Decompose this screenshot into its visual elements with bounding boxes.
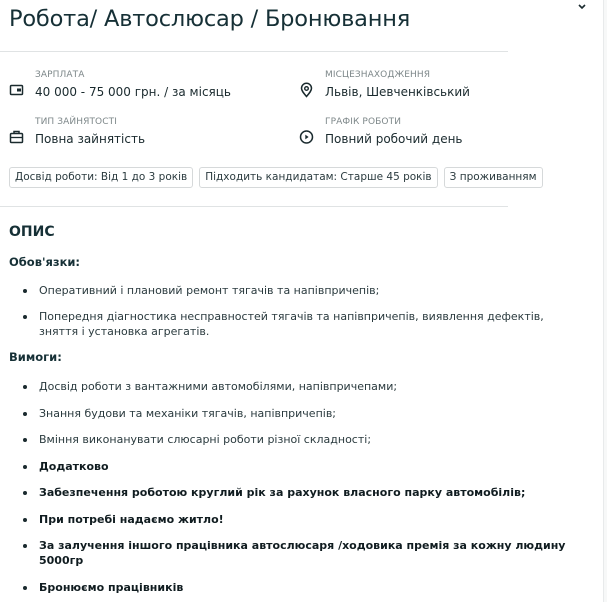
list-item: Додатково — [22, 459, 582, 474]
location-pin-icon — [299, 82, 315, 98]
divider — [0, 51, 508, 52]
tag-list — [9, 167, 543, 188]
chevron-down-icon[interactable] — [577, 0, 587, 4]
play-circle-icon — [299, 129, 315, 145]
location-info — [299, 70, 470, 100]
salary-value: 40 000 - 75 000 грн. / за місяць — [35, 85, 231, 99]
list-item: Знання будови та механіки тягачів, напівпричепів; — [22, 406, 582, 421]
list-item: Попередня діагностика несправностей тягачів та напівпричепів, виявлення дефектів, зняття і установка агрегатів. — [22, 309, 582, 339]
tag-candidates: Підходить кандидатам: Старше 45 років — [199, 167, 437, 188]
requirements-heading: Вимоги: — [9, 350, 62, 364]
wallet-icon — [9, 82, 25, 98]
schedule-label: ГРАФІК РОБОТИ — [325, 117, 402, 127]
description-title: ОПИС — [9, 224, 55, 240]
list-item: Бронюємо працівників — [22, 580, 582, 595]
divider — [0, 206, 508, 207]
briefcase-icon — [9, 129, 25, 145]
list-item: При потребі надаємо житло! — [22, 512, 582, 527]
list-item: За залучення іншого працівника автослюсаря /ходовика премія за кожну людину 5000гр — [22, 538, 582, 568]
salary-info — [9, 70, 231, 100]
employment-type-label: ТИП ЗАЙНЯТОСТІ — [35, 117, 117, 127]
duties-heading: Обов'язки: — [9, 255, 81, 269]
schedule-info — [299, 117, 463, 147]
list-item: Досвід роботи з вантажними автомобілями, напівпричепами; — [22, 379, 582, 394]
tag-housing: З проживанням — [444, 167, 543, 188]
list-item: Забезпечення роботою круглий рік за рахунок власного парку автомобілів; — [22, 485, 582, 500]
requirements-list — [22, 379, 582, 606]
schedule-value: Повний робочий день — [325, 132, 463, 146]
list-item: Вміння виконанувати слюсарні роботи різної складності; — [22, 432, 582, 447]
location-label: МІСЦЕЗНАХОДЖЕННЯ — [325, 70, 431, 80]
duties-list — [22, 283, 582, 350]
employment-type-info — [9, 117, 145, 147]
salary-label: ЗАРПЛАТА — [35, 70, 85, 80]
employment-type-value: Повна зайнятість — [35, 132, 146, 146]
list-item: Оперативний і плановий ремонт тягачів та напівпричепів; — [22, 283, 582, 298]
page-title: Робота/ Автослюсар / Бронювання — [9, 6, 411, 32]
tag-experience: Досвід роботи: Від 1 до 3 років — [9, 167, 193, 188]
location-value: Львів, Шевченківський — [325, 85, 470, 99]
